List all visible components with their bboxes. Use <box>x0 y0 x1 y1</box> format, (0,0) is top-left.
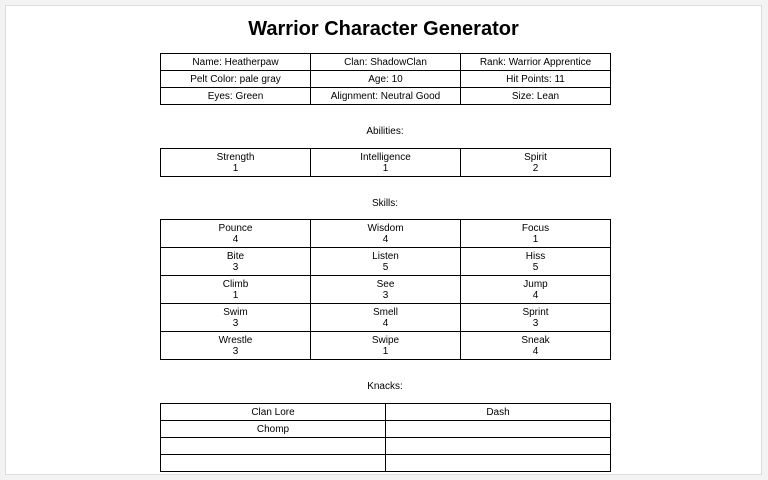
ability-name: Strength <box>216 151 255 163</box>
ability-cell <box>161 149 311 177</box>
skill-value: 4 <box>382 233 389 245</box>
skill-name: Swipe <box>371 334 400 346</box>
skill-cell <box>311 332 461 360</box>
document-page <box>5 5 762 475</box>
knack-cell <box>161 438 386 455</box>
skill-value: 3 <box>382 289 389 301</box>
abilities-table <box>160 148 611 177</box>
skill-value: 3 <box>532 317 539 329</box>
knack-cell: Clan Lore <box>161 404 386 421</box>
ability-cell <box>461 149 611 177</box>
table-row <box>161 54 611 71</box>
skill-name: Jump <box>523 278 548 290</box>
skill-value: 3 <box>232 345 239 357</box>
skill-value: 3 <box>232 261 239 273</box>
skill-value: 4 <box>532 289 539 301</box>
table-row <box>161 404 611 421</box>
skill-value: 1 <box>232 289 239 301</box>
knacks-heading: Knacks: <box>367 381 403 392</box>
knack-cell <box>386 421 611 438</box>
skill-cell <box>311 276 461 304</box>
abilities-heading: Abilities: <box>366 126 404 137</box>
skill-value: 1 <box>532 233 539 245</box>
table-row <box>161 332 611 360</box>
skill-cell <box>311 304 461 332</box>
skill-cell <box>161 304 311 332</box>
skill-name: Wrestle <box>218 334 253 346</box>
skill-name: Pounce <box>218 222 253 234</box>
info-rank: Rank: Warrior Apprentice <box>461 54 611 71</box>
skill-name: Wisdom <box>367 222 404 234</box>
skill-value: 4 <box>532 345 539 357</box>
page-title: Warrior Character Generator <box>248 18 519 40</box>
skill-name: Hiss <box>525 250 546 262</box>
ability-value: 1 <box>232 162 239 174</box>
ability-value: 2 <box>532 162 539 174</box>
skill-name: Sneak <box>521 334 550 346</box>
table-row <box>161 304 611 332</box>
skill-name: Climb <box>222 278 249 290</box>
skills-heading: Skills: <box>371 198 399 209</box>
skill-value: 3 <box>232 317 239 329</box>
ability-value: 1 <box>382 162 389 174</box>
info-clan: Clan: ShadowClan <box>311 54 461 71</box>
ability-name: Spirit <box>524 151 547 163</box>
knack-cell: Chomp <box>161 421 386 438</box>
skill-cell <box>461 332 611 360</box>
info-name: Name: Heatherpaw <box>161 54 311 71</box>
skill-name: Swim <box>223 306 248 318</box>
skill-cell <box>461 304 611 332</box>
table-row <box>161 276 611 304</box>
skill-cell <box>461 220 611 248</box>
skill-name: Bite <box>226 250 245 262</box>
info-age: Age: 10 <box>311 71 461 88</box>
skill-cell <box>311 248 461 276</box>
info-hit-points: Hit Points: 11 <box>461 71 611 88</box>
info-size: Size: Lean <box>461 88 611 105</box>
skill-cell <box>461 248 611 276</box>
skill-cell <box>161 276 311 304</box>
table-row <box>161 455 611 472</box>
skill-cell <box>161 332 311 360</box>
table-row <box>161 220 611 248</box>
info-eyes: Eyes: Green <box>161 88 311 105</box>
character-info-table <box>160 53 611 105</box>
skill-value: 4 <box>382 317 389 329</box>
info-alignment: Alignment: Neutral Good <box>311 88 461 105</box>
knack-cell: Dash <box>386 404 611 421</box>
skill-value: 1 <box>382 345 389 357</box>
skill-name: Sprint <box>522 306 549 318</box>
table-row <box>161 421 611 438</box>
ability-cell <box>311 149 461 177</box>
skill-name: Focus <box>521 222 550 234</box>
skill-cell <box>311 220 461 248</box>
skill-cell <box>461 276 611 304</box>
skill-cell <box>161 220 311 248</box>
table-row <box>161 149 611 177</box>
knacks-table <box>160 403 611 472</box>
ability-name: Intelligence <box>360 151 411 163</box>
skills-table <box>160 219 611 360</box>
info-pelt-color: Pelt Color: pale gray <box>161 71 311 88</box>
knack-cell <box>386 438 611 455</box>
table-row <box>161 88 611 105</box>
skill-value: 5 <box>532 261 539 273</box>
skill-name: Smell <box>372 306 398 318</box>
table-row <box>161 248 611 276</box>
table-row <box>161 438 611 455</box>
skill-value: 4 <box>232 233 239 245</box>
skill-cell <box>161 248 311 276</box>
knack-cell <box>386 455 611 472</box>
skill-name: Listen <box>372 250 399 262</box>
knack-cell <box>161 455 386 472</box>
table-row <box>161 71 611 88</box>
skill-name: See <box>376 278 395 290</box>
skill-value: 5 <box>382 261 389 273</box>
